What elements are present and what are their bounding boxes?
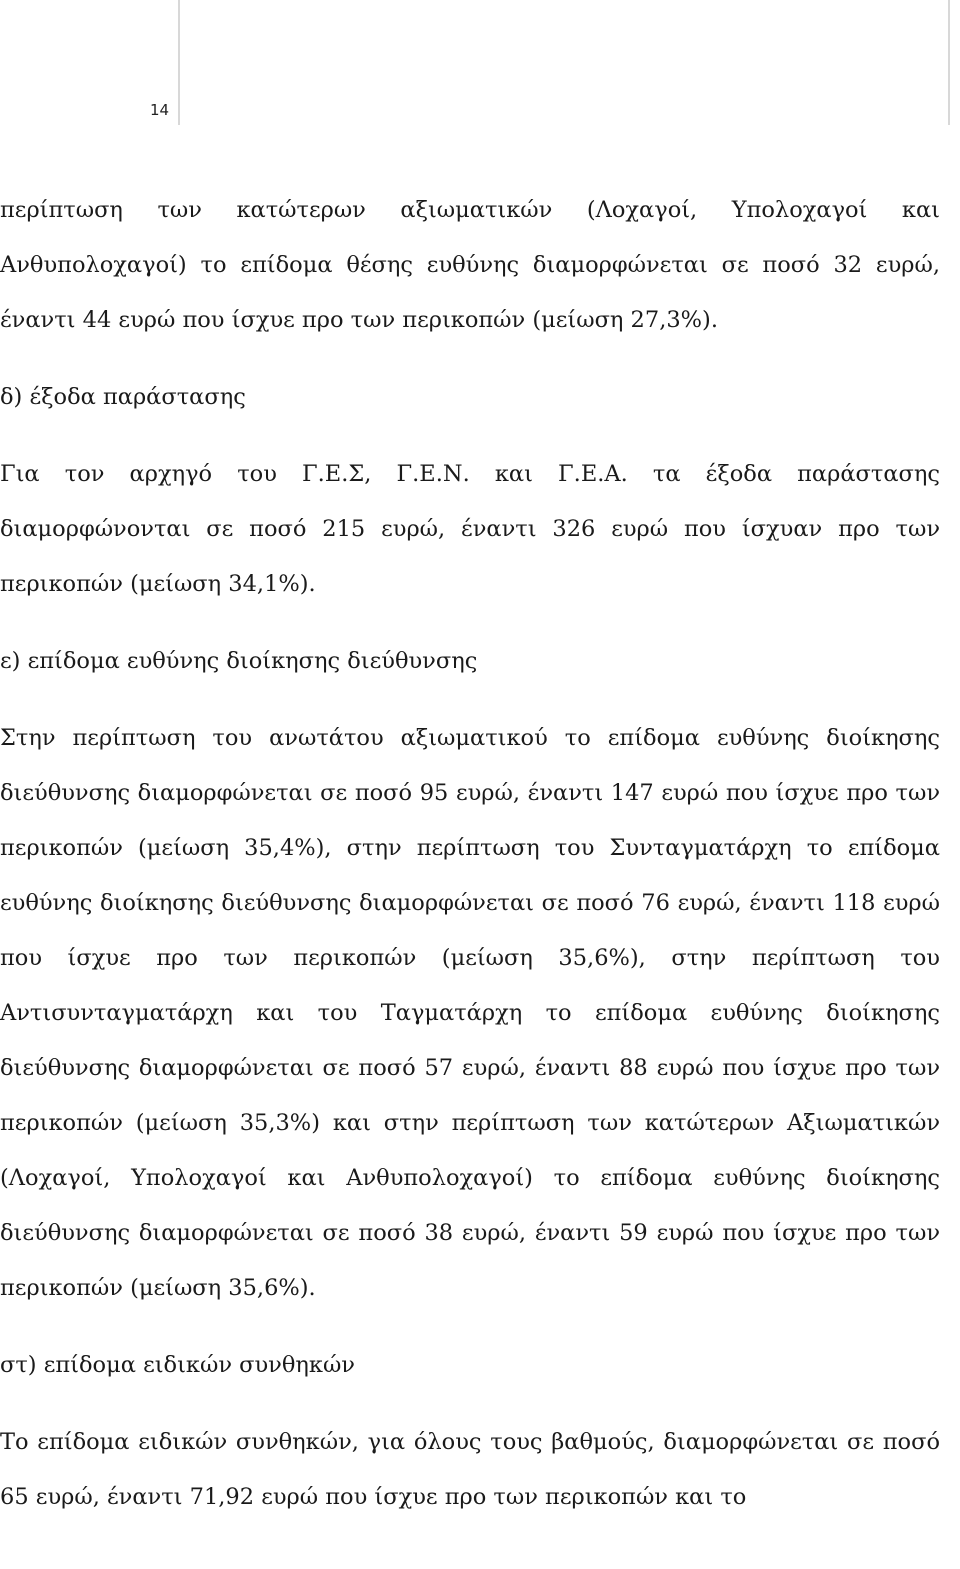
paragraph-command-allowance: Στην περίπτωση του ανωτάτου αξιωματικού το επίδομα ευθύνης διοίκησης διεύθυνσης διαμορφώνεται σε ποσό 95 ευρώ, έναντι 147 ευρώ που ίσχυε προ των περικοπών (μείωση 35,4%), στην περίπτωση του Συνταγματάρχη το επίδομα ευθύνης διοίκησης διεύθυνσης διαμορφώνεται σε ποσό 76 ευρώ, έναντι 118 ευρώ που ίσχυε προ των περικοπών (μείωση 35,6%), στην περίπτωση του Αντισυνταγματάρχη και του Ταγματάρχη το επίδομα ευθύνης διοίκησης διεύθυνσης διαμορφώνεται σε ποσό 57 ευρώ, έναντι 88 ευρώ που ίσχυε προ των περικοπών (μείωση 35,3%) και στην περίπτωση των κατώτερων Αξιωματικών (Λοχαγοί, Υπολοχαγοί και Ανθυπολοχαγοί) το επίδομα ευθύνης διοίκησης διεύθυνσης διαμορφώνεται σε ποσό 38 ευρώ, έναντι 59 ευρώ που ίσχυε προ των περικοπών (μείωση 35,6%). (0, 725, 940, 1301)
section-heading-command-allowance: ε) επίδομα ευθύνης διοίκησης διεύθυνσης (0, 648, 478, 674)
paragraph-special-conditions: Το επίδομα ειδικών συνθηκών, για όλους τους βαθμούς, διαμορφώνεται σε ποσό 65 ευρώ, έναντι 71,92 ευρώ που ίσχυε προ των περικοπών και το (0, 1429, 940, 1510)
section-heading-representation-expenses: δ) έξοδα παράστασης (0, 384, 246, 410)
page-number: 14 (150, 101, 170, 119)
document-body (0, 183, 940, 1525)
section-heading-special-conditions: στ) επίδομα ειδικών συνθηκών (0, 1352, 355, 1378)
paragraph-representation-expenses: Για τον αρχηγό του Γ.Ε.Σ, Γ.Ε.Ν. και Γ.Ε.Α. τα έξοδα παράστασης διαμορφώνονται σε ποσό 215 ευρώ, έναντι 326 ευρώ που ίσχυαν προ των περικοπών (μείωση 34,1%). (0, 461, 940, 597)
paragraph-continuation: περίπτωση των κατώτερων αξιωματικών (Λοχαγοί, Υπολοχαγοί και Ανθυπολοχαγοί) το επίδομα θέσης ευθύνης διαμορφώνεται σε ποσό 32 ευρώ, έναντι 44 ευρώ που ίσχυε προ των περικοπών (μείωση 27,3%). (0, 197, 940, 333)
page-margin-line-left (178, 0, 180, 125)
page-margin-line-right (948, 0, 950, 125)
